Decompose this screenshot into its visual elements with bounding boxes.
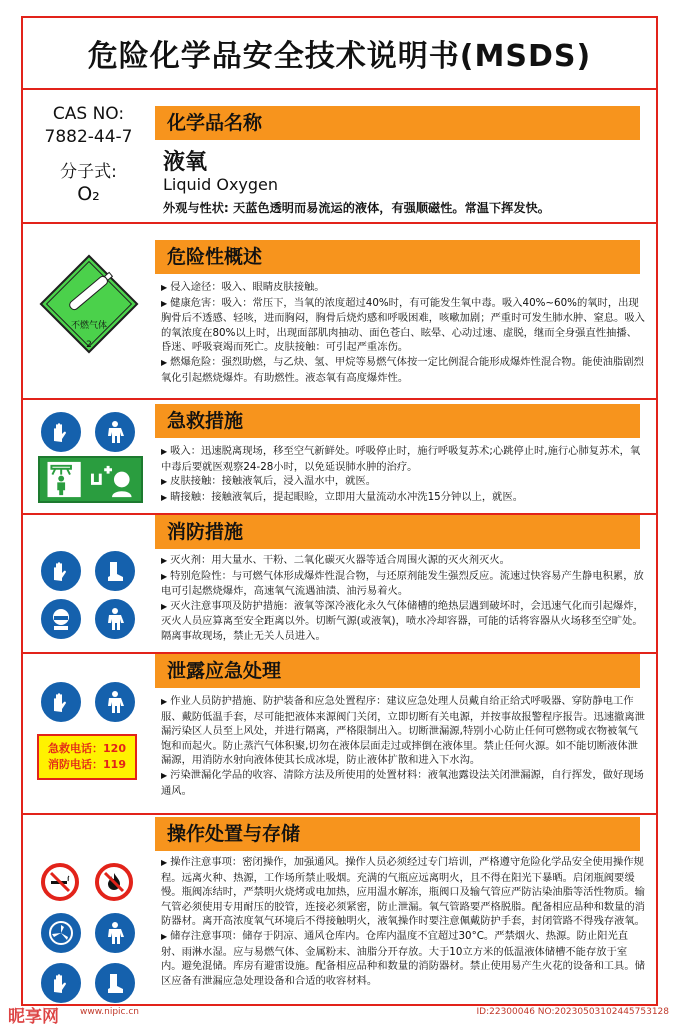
band-hazard: 危险性概述 (155, 240, 640, 274)
hazard-sign-panel (23, 224, 154, 398)
protective-suit-icon (95, 599, 135, 639)
watermark-code: ID:22300046 NO:20230503102445753128 (476, 1007, 669, 1017)
section-fire-fighting (23, 515, 656, 654)
face-shield-icon (41, 599, 81, 639)
first-aid-item: ▶ 吸入：迅速脱离现场，移至空气新鲜处。呼吸停止时，施行呼吸复苏术;心跳停止时,施行心肺复苏术，氧中毒后要就医观察24-28小时，以免延误肺水肿的治疗。 (161, 444, 646, 474)
safety-boots-icon (95, 963, 135, 1003)
gloves-icon (41, 551, 81, 591)
cas-label: CAS NO: (52, 104, 125, 124)
no-smoking-icon (41, 863, 79, 901)
gloves-icon (41, 963, 81, 1003)
chemical-cn-name: 液氧 (163, 150, 208, 175)
hazard-item: ▶ 燃爆危险：强烈助燃，与乙炔、氢、甲烷等易燃气体按一定比例混合能形成爆炸性混合物。能使油脂剧烈氧化引起燃烧爆炸。有助燃性。液态氧有高度爆炸性。 (161, 355, 646, 385)
leak-content (161, 694, 646, 798)
gloves-icon (41, 412, 81, 452)
chemical-en-name: Liquid Oxygen (163, 175, 279, 194)
watermark-bar (0, 1002, 683, 1027)
section-chemical-name (23, 90, 656, 224)
section-leak-emergency (23, 654, 656, 815)
emergency-phone-box (37, 734, 137, 780)
id-panel (23, 90, 154, 222)
watermark-site: www.nipic.cn (80, 1007, 139, 1017)
ventilation-fan-icon (41, 913, 81, 953)
first-aid-item: ▶ 睛接触：接触液氧后，提起眼睑，立即用大量流动水冲洗15分钟以上，就医。 (161, 490, 646, 506)
section-hazard (23, 224, 656, 400)
band-handling-storage: 操作处置与存储 (155, 817, 640, 851)
hazard-item: ▶ 侵入途径：吸入、眼睛皮肤接触。 (161, 280, 646, 296)
appearance-text: 外观与性状: 天蓝色透明而易流运的液体，有强顺磁性。常温下挥发快。 (163, 201, 550, 215)
eyewash-shower-sign (38, 456, 143, 503)
storage-icons (23, 815, 154, 1006)
band-fire-fighting: 消防措施 (155, 515, 640, 549)
fire-item: ▶ 灭火剂：用大量水、干粉、二氧化碳灭火器等适合周围火源的灭火剂灭火。 (161, 553, 646, 569)
gloves-icon (41, 682, 81, 722)
diamond-class-number: 2 (86, 340, 92, 350)
band-leak-emergency: 泄露应急处理 (155, 654, 640, 688)
formula-label: 分子式: (60, 162, 117, 182)
section-handling-storage (23, 815, 656, 1006)
first-aid-icons (23, 400, 154, 513)
cas-value: 7882-44-7 (44, 127, 133, 147)
diamond-label: 不燃气体 (70, 321, 107, 331)
band-first-aid: 急救措施 (155, 404, 640, 438)
first-aid-content (161, 444, 646, 505)
safety-shower-eyewash-icon (40, 458, 141, 501)
leak-item: ▶ 污染泄漏化学品的收容、清除方法及所使用的处置材料：液氧池露设法关闭泄漏源，自行挥发，做好现场通风。 (161, 768, 646, 798)
no-open-flame-icon (95, 863, 133, 901)
formula-value: O₂ (77, 183, 100, 205)
protective-suit-icon (95, 682, 135, 722)
fire-fighting-content (161, 553, 646, 644)
fire-fighting-icons (23, 515, 154, 652)
hazard-content (161, 280, 646, 385)
first-aid-item: ▶ 皮肤接触：接触液氧后，浸入温水中，就医。 (161, 474, 646, 490)
hazard-item: ▶ 健康危害：吸入：常压下，当氧的浓度超过40%时，有可能发生氧中毒。吸入40%~60%的氧时，出现胸骨后不透感、轻咳，进而胸闷，胸骨后烧灼感和呼吸困难，咳嗽加剧；严重时可发生肺水肿、窒息。吸入的氧浓度在80%以上时，出现面部肌肉抽动、面色苍白、眩晕、心动过速、虚脱，继而全身强直性抽播、昏迷、呼吸衰竭而死亡。皮肤接触：可引起严重冻伤。 (161, 296, 646, 355)
fire-item: ▶ 灭火注意事项及防护措施：液氧等深冷液化永久气体储槽的绝热层遇到破坏时，会迅速气化而引起爆炸，灭火人员应算离至安全距离以外。切断气源(或液氧)，喷水冷却容器，可能的话将容器从火场移至空旷处。隔离事故现场，禁止无关人员进入。 (161, 599, 646, 644)
fire-item: ▶ 特别危险性：与可燃气体形成爆炸性混合物，与还原剂能发生强烈反应。流速过快容易产生静电积累，放电可引起燃烧爆炸，高速氧气流遇油渍、油污易着火。 (161, 569, 646, 599)
msds-frame (21, 16, 658, 1006)
watermark-brand: 昵享网 (8, 1007, 59, 1027)
section-first-aid (23, 400, 656, 515)
storage-item: ▶ 储存注意事项：储存于阴凉、通风仓库内。仓库内温度不宜超过30°C。严禁烟火、热源。防止阳光直射、雨淋水湿。应与易燃气体、金属粉末、油脂分开存放。大于10立方米的低温液体储槽不能存放于室内。避免混储。库房有避雷设施。配备相应品种和数量的消防器材。禁止使用易产生火花的设备和工具。储区应备有泄漏应急处理设备和合适的收容材料。 (161, 929, 646, 988)
protective-suit-icon (95, 412, 135, 452)
emergency-phone: 急救电话：120 (48, 742, 126, 755)
leak-item: ▶ 作业人员防护措施、防护装备和应急处置程序：建议应急处理人员戴自给正给式呼吸器、穿防静电工作服、戴防低温手套，尽可能把液体来源阀门关闭，立即切断有关电源，并按事故报警程序报告。迅速撤离泄漏污染区人员至上风处，并进行隔离，严格限制出入。切断泄漏源,特别小心防止任何可燃物或衣物被氧气饱和而起火。防止蒸汽气体积聚,切勿在液体层面走过或摔倒在液体里。禁止任何火源。如不能切断液体泄漏源，用消防水射向液体使其长成冰堤，防止液体扩散和进入下水沟。 (161, 694, 646, 768)
safety-boots-icon (95, 551, 135, 591)
storage-content (161, 855, 646, 988)
storage-item: ▶ 操作注意事项：密闭操作，加强通风。操作人员必须经过专门培训，严格遵守危险化学品安全使用操作规程。远离火种、热源，工作场所禁止吸烟。充满的气瓶应远离明火，且不得在阳光下暴晒。启闭瓶阀要缓慢。瓶阀冻结时，严禁明火烧烤或电加热，应用温水解冻，瓶阀口及输气管应严防沾染油脂等活性物质。输气管必须使用专用耐压的胶管，连接必须紧密，防止泄漏。氧气管路要严格脱脂。配备相应品种和数量的消防器材。离开高浓度氧气环境后不得接触明火，液氧操作时要注意佩戴防护手套，封闭管路不得残存液氧。 (161, 855, 646, 929)
fire-phone: 消防电话：119 (48, 758, 126, 771)
band-chemical-name: 化学品名称 (155, 106, 640, 140)
page-title: 危险化学品安全技术说明书(MSDS) (23, 18, 656, 90)
leak-icons (23, 654, 154, 813)
protective-suit-icon (95, 913, 135, 953)
